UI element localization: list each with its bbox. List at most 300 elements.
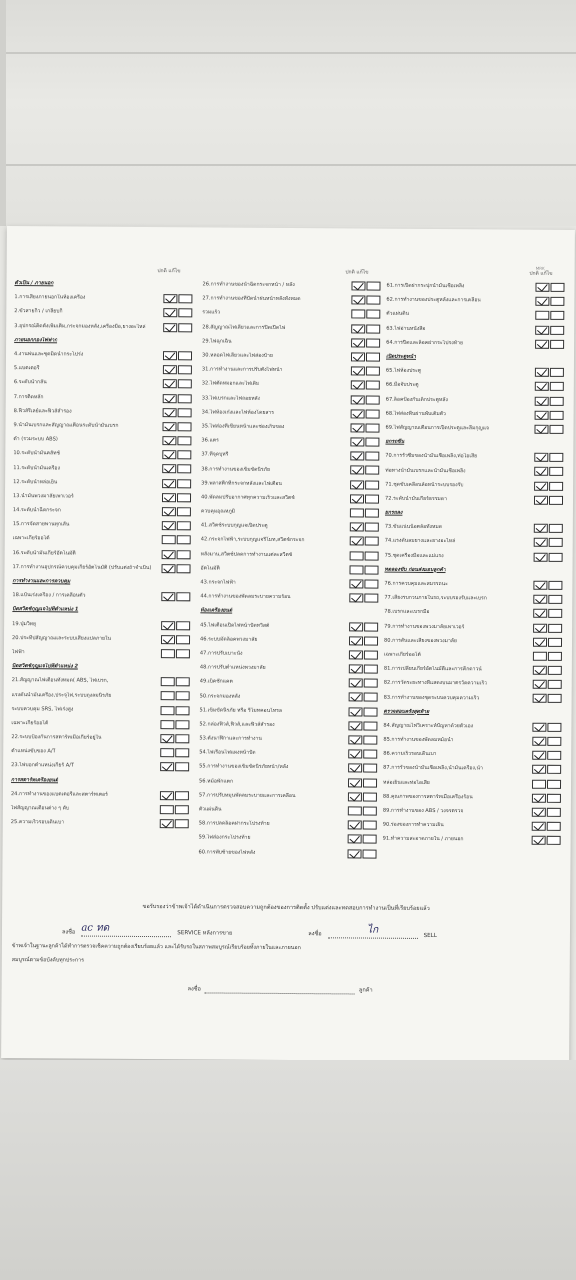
checklist-item <box>385 548 565 563</box>
normal-checkbox[interactable] <box>534 467 548 476</box>
fix-checkbox[interactable] <box>365 438 379 447</box>
fix-checkbox[interactable] <box>547 751 561 760</box>
fix-checkbox[interactable] <box>548 581 562 590</box>
sell-label: SELL <box>423 932 437 940</box>
checklist-column-1 <box>11 266 195 831</box>
normal-checkbox[interactable] <box>534 538 548 547</box>
normal-checkbox[interactable] <box>350 551 364 560</box>
checklist-item-label: 2.ขั้วสายกิ้ว / เกลี้ยบกิ <box>14 308 63 315</box>
normal-checkbox[interactable] <box>532 765 546 774</box>
fix-checkbox[interactable] <box>550 368 564 377</box>
checklist-item <box>200 590 380 605</box>
checklist-item-label: ตัวแผ่นดิน <box>198 806 222 813</box>
fix-checkbox[interactable] <box>363 750 377 759</box>
checklist-column-2 <box>198 267 382 860</box>
fix-checkbox[interactable] <box>177 507 191 516</box>
signature-line <box>328 922 418 939</box>
fix-checkbox[interactable] <box>548 595 562 604</box>
checklist-item-label: 12.ระดับน้ำหล่อเย็น <box>13 478 58 486</box>
checkbox-pair <box>350 480 379 489</box>
checkbox-pair <box>160 819 189 828</box>
fix-checkbox[interactable] <box>550 325 564 334</box>
fix-checkbox[interactable] <box>175 819 189 828</box>
normal-checkbox[interactable] <box>348 849 362 858</box>
fix-checkbox[interactable] <box>548 694 562 703</box>
normal-checkbox[interactable] <box>350 423 364 432</box>
fix-checkbox[interactable] <box>366 282 380 291</box>
fix-checkbox[interactable] <box>364 594 378 603</box>
fix-checkbox[interactable] <box>175 720 189 729</box>
fix-checkbox[interactable] <box>366 324 380 333</box>
normal-checkbox[interactable] <box>534 552 548 561</box>
normal-checkbox[interactable] <box>532 822 546 831</box>
normal-checkbox[interactable] <box>533 694 547 703</box>
checkbox-pair <box>160 762 189 771</box>
fix-checkbox[interactable] <box>364 665 378 674</box>
normal-checkbox[interactable] <box>350 523 364 532</box>
checklist-item-label: การทำงานและการควบคุม <box>12 578 71 585</box>
fix-checkbox[interactable] <box>549 425 563 434</box>
checklist-item-label: 8.ฟิวส์รีเลย์และฟิวส์สำรอง <box>13 407 72 415</box>
normal-checkbox[interactable] <box>535 396 549 405</box>
normal-checkbox[interactable] <box>161 692 175 701</box>
tile-line <box>0 52 576 54</box>
checklist-item-label: 71.ชุดขับเคลื่อนล้อหน้าระบบรองรับ <box>385 481 464 488</box>
checklist-item <box>386 406 566 421</box>
fix-checkbox[interactable] <box>547 822 561 831</box>
fix-checkbox[interactable] <box>364 679 378 688</box>
normal-checkbox[interactable] <box>533 581 547 590</box>
signature-line <box>81 921 171 938</box>
checklist-item-label: 9.น้ำมันเบรกและสัญญาณเตือนระดับน้ำมันเบรก <box>13 422 119 429</box>
checklist-item-label: 56.หม้อพักแตก <box>199 778 234 785</box>
normal-checkbox[interactable] <box>160 720 174 729</box>
normal-checkbox[interactable] <box>162 550 176 559</box>
checklist-item-label: 87.การรั่วของน้ำมันเชื้อเพลิง,น้ำมันเครื่อง,น้ำ <box>383 765 483 772</box>
checklist-item <box>14 390 194 405</box>
normal-checkbox[interactable] <box>351 296 365 305</box>
confirmation-text: ขอรับรองว่าข้าพเจ้าได้ดำเนินการตรวจสอบความถูกต้องของการติดตั้ง ปรับแต่งและทดสอบการทำงานเป็นที่เรียบร้อยแล้ว <box>142 903 430 912</box>
fix-checkbox[interactable] <box>366 338 380 347</box>
fix-checkbox[interactable] <box>177 550 191 559</box>
checkbox-pair <box>534 481 563 490</box>
normal-checkbox[interactable] <box>161 706 175 715</box>
fix-checkbox[interactable] <box>547 779 561 788</box>
normal-checkbox[interactable] <box>160 791 174 800</box>
fix-checkbox[interactable] <box>548 652 562 661</box>
fix-checkbox[interactable] <box>550 411 564 420</box>
normal-checkbox[interactable] <box>533 609 547 618</box>
normal-checkbox[interactable] <box>351 352 365 361</box>
normal-checkbox[interactable] <box>161 564 175 573</box>
normal-checkbox[interactable] <box>532 737 546 746</box>
normal-checkbox[interactable] <box>163 294 177 303</box>
fix-checkbox[interactable] <box>366 296 380 305</box>
checklist-item-label: 5.แบตเตอรี่ <box>13 365 40 372</box>
checkbox-pair <box>162 550 191 559</box>
fix-checkbox[interactable] <box>549 538 563 547</box>
normal-checkbox[interactable] <box>350 537 364 546</box>
normal-checkbox[interactable] <box>162 465 176 474</box>
fix-checkbox[interactable] <box>364 579 378 588</box>
fix-checkbox[interactable] <box>176 621 190 630</box>
normal-checkbox[interactable] <box>534 496 548 505</box>
normal-checkbox[interactable] <box>533 680 547 689</box>
checklist-item-label: 70.การรั่วซึมของน้ำมันเชื้อเพลิง,ท่อไอเสีย <box>385 453 478 460</box>
normal-checkbox[interactable] <box>348 721 362 730</box>
normal-checkbox[interactable] <box>161 592 175 601</box>
fix-checkbox[interactable] <box>363 792 377 801</box>
normal-checkbox[interactable] <box>351 338 365 347</box>
checklist-item-label: 67.ล็อคป้องกันเด็กประตูหลัง <box>385 396 448 403</box>
normal-checkbox[interactable] <box>162 493 176 502</box>
normal-checkbox[interactable] <box>348 707 362 716</box>
checkbox-pair <box>351 395 380 404</box>
column-rows <box>198 277 382 860</box>
fix-checkbox[interactable] <box>178 309 192 318</box>
checklist-item-label: 81.การเปลี่ยนเกียร์อัตโนมัติและการคิกดาวน์ <box>383 665 482 673</box>
fix-checkbox[interactable] <box>365 423 379 432</box>
fix-checkbox[interactable] <box>176 564 190 573</box>
normal-checkbox[interactable] <box>163 394 177 403</box>
fix-checkbox[interactable] <box>365 494 379 503</box>
checklist-item-label: 73.ขันแน่นน็อตล้อทั้งหมด <box>384 523 443 531</box>
fix-checkbox[interactable] <box>364 650 378 659</box>
fix-checkbox[interactable] <box>547 737 561 746</box>
normal-checkbox[interactable] <box>349 594 363 603</box>
normal-checkbox[interactable] <box>162 521 176 530</box>
normal-checkbox[interactable] <box>162 450 176 459</box>
normal-checkbox[interactable] <box>348 821 362 830</box>
normal-checkbox[interactable] <box>349 579 363 588</box>
normal-checkbox[interactable] <box>161 635 175 644</box>
fix-checkbox[interactable] <box>549 524 563 533</box>
checklist-item-label: 18.แป้นเร่งเครื่อง / การเคลื่อนตัว <box>12 592 86 599</box>
fix-checkbox[interactable] <box>178 365 192 374</box>
fix-checkbox[interactable] <box>547 794 561 803</box>
normal-checkbox[interactable] <box>532 723 546 732</box>
fix-checkbox[interactable] <box>176 649 190 658</box>
fix-checkbox[interactable] <box>547 808 561 817</box>
checkbox-pair <box>348 849 377 858</box>
checklist-item-label: 41.สวิตช์ระบบกุญแจเปิดประตู <box>200 522 268 530</box>
normal-checkbox[interactable] <box>349 679 363 688</box>
fix-checkbox[interactable] <box>366 381 380 390</box>
fix-checkbox[interactable] <box>177 493 191 502</box>
fix-checkbox[interactable] <box>363 778 377 787</box>
normal-checkbox[interactable] <box>532 751 546 760</box>
fix-checkbox[interactable] <box>177 422 191 431</box>
normal-checkbox[interactable] <box>535 410 549 419</box>
checkbox-pair <box>351 367 380 376</box>
normal-checkbox[interactable] <box>162 436 176 445</box>
fix-checkbox[interactable] <box>176 677 190 686</box>
fix-checkbox[interactable] <box>365 509 379 518</box>
normal-checkbox[interactable] <box>161 677 175 686</box>
normal-checkbox[interactable] <box>349 565 363 574</box>
normal-checkbox[interactable] <box>348 792 362 801</box>
normal-checkbox[interactable] <box>349 636 363 645</box>
normal-checkbox[interactable] <box>160 748 174 757</box>
fix-checkbox[interactable] <box>366 310 380 319</box>
inspection-checklist-sheet <box>1 226 575 1062</box>
checklist-item-label: 84.สัญญาณไฟวิเคราะห์ปัญหาด้วยตัวเอง <box>383 722 474 730</box>
normal-checkbox[interactable] <box>350 452 364 461</box>
normal-checkbox[interactable] <box>162 422 176 431</box>
normal-checkbox[interactable] <box>163 365 177 374</box>
checkbox-pair <box>163 308 192 317</box>
fix-checkbox[interactable] <box>178 351 192 360</box>
fix-checkbox[interactable] <box>363 806 377 815</box>
normal-checkbox[interactable] <box>350 480 364 489</box>
fix-checkbox[interactable] <box>548 623 562 632</box>
normal-checkbox[interactable] <box>350 437 364 446</box>
normal-checkbox[interactable] <box>351 281 365 290</box>
fix-checkbox[interactable] <box>178 380 192 389</box>
fix-checkbox[interactable] <box>176 706 190 715</box>
checkbox-pair <box>349 693 378 702</box>
checklist-item <box>200 561 380 576</box>
normal-checkbox[interactable] <box>533 666 547 675</box>
normal-checkbox[interactable] <box>350 508 364 517</box>
fix-checkbox[interactable] <box>363 835 377 844</box>
fix-checkbox[interactable] <box>175 791 189 800</box>
fix-checkbox[interactable] <box>176 635 190 644</box>
normal-checkbox[interactable] <box>161 621 175 630</box>
fix-checkbox[interactable] <box>363 821 377 830</box>
checklist-item-label: 6.ระดับน้ำกลั่น <box>13 379 47 386</box>
fix-checkbox[interactable] <box>364 565 378 574</box>
fix-checkbox[interactable] <box>548 609 562 618</box>
fix-checkbox[interactable] <box>549 552 563 561</box>
checklist-item-label: 58.การปลดล็อคฝากระโปรงท้าย <box>198 820 270 828</box>
normal-checkbox[interactable] <box>535 368 549 377</box>
fix-checkbox[interactable] <box>177 450 191 459</box>
normal-checkbox[interactable] <box>348 835 362 844</box>
checkbox-pair <box>535 410 564 419</box>
normal-checkbox[interactable] <box>534 524 548 533</box>
fix-checkbox[interactable] <box>550 382 564 391</box>
checklist-item <box>13 432 193 447</box>
normal-checkbox[interactable] <box>348 750 362 759</box>
normal-checkbox[interactable] <box>351 310 365 319</box>
normal-checkbox[interactable] <box>163 308 177 317</box>
normal-checkbox[interactable] <box>349 622 363 631</box>
normal-checkbox[interactable] <box>161 649 175 658</box>
normal-checkbox[interactable] <box>351 381 365 390</box>
checkbox-pair <box>535 382 564 391</box>
fix-checkbox[interactable] <box>366 409 380 418</box>
checklist-item-label: 53.ตั้งนาฬิกาและการทำงาน <box>199 735 262 742</box>
checklist-item-label: 4.งานพ่นและชุดมิดน้ำกระโปร่ง <box>13 351 84 358</box>
fix-checkbox[interactable] <box>175 805 189 814</box>
normal-checkbox[interactable] <box>349 650 363 659</box>
checklist-item <box>200 660 380 675</box>
fix-checkbox[interactable] <box>547 836 561 845</box>
normal-checkbox[interactable] <box>532 808 546 817</box>
normal-checkbox[interactable] <box>351 409 365 418</box>
checklist-item <box>13 461 193 476</box>
fix-checkbox[interactable] <box>366 395 380 404</box>
fix-checkbox[interactable] <box>547 765 561 774</box>
normal-checkbox[interactable] <box>532 836 546 845</box>
fix-checkbox[interactable] <box>549 453 563 462</box>
fix-checkbox[interactable] <box>175 763 189 772</box>
normal-checkbox[interactable] <box>534 425 548 434</box>
normal-checkbox[interactable] <box>533 637 547 646</box>
checklist-item-label: 36.แตร <box>201 437 219 444</box>
normal-checkbox[interactable] <box>349 664 363 673</box>
checklist-item-label: 59.ไฟส่องกระโปรงท้าย <box>198 834 251 842</box>
normal-checkbox[interactable] <box>163 351 177 360</box>
fix-checkbox[interactable] <box>176 692 190 701</box>
normal-checkbox[interactable] <box>349 693 363 702</box>
service-signature: ac ทด <box>81 922 110 934</box>
checklist-item <box>202 405 382 420</box>
normal-checkbox[interactable] <box>163 379 177 388</box>
normal-checkbox[interactable] <box>160 805 174 814</box>
normal-checkbox[interactable] <box>534 453 548 462</box>
fix-checkbox[interactable] <box>550 396 564 405</box>
fix-checkbox[interactable] <box>366 367 380 376</box>
checklist-item <box>199 774 379 789</box>
fix-checkbox[interactable] <box>549 481 563 490</box>
normal-checkbox[interactable] <box>535 382 549 391</box>
checklist-item <box>13 418 193 433</box>
checklist-item <box>201 462 381 477</box>
normal-checkbox[interactable] <box>351 395 365 404</box>
checklist-item <box>385 463 565 478</box>
fix-checkbox[interactable] <box>178 323 192 332</box>
normal-checkbox[interactable] <box>163 408 177 417</box>
normal-checkbox[interactable] <box>162 535 176 544</box>
normal-checkbox[interactable] <box>160 762 174 771</box>
fix-checkbox[interactable] <box>365 466 379 475</box>
checklist-item-label: ท่อทางน้ำมันเบรกและน้ำมันเชื้อเพลิง <box>385 467 466 474</box>
fix-checkbox[interactable] <box>177 536 191 545</box>
normal-checkbox[interactable] <box>535 325 549 334</box>
normal-checkbox[interactable] <box>162 479 176 488</box>
fix-checkbox[interactable] <box>548 680 562 689</box>
fix-checkbox[interactable] <box>548 666 562 675</box>
checklist-item-label: 72.ระดับน้ำมันเกียร์ธรรมดา <box>384 495 447 503</box>
checkbox-pair <box>348 792 377 801</box>
fix-checkbox[interactable] <box>177 479 191 488</box>
normal-checkbox[interactable] <box>533 623 547 632</box>
checkbox-pair <box>163 379 192 388</box>
fix-checkbox[interactable] <box>365 480 379 489</box>
normal-checkbox[interactable] <box>348 735 362 744</box>
fix-checkbox[interactable] <box>177 436 191 445</box>
normal-checkbox[interactable] <box>162 507 176 516</box>
checkbox-pair <box>348 750 377 759</box>
normal-checkbox[interactable] <box>532 779 546 788</box>
normal-checkbox[interactable] <box>535 339 549 348</box>
checklist-item <box>14 404 194 419</box>
fix-checkbox[interactable] <box>549 467 563 476</box>
checklist-item <box>12 688 192 703</box>
normal-checkbox[interactable] <box>535 283 549 292</box>
fix-checkbox[interactable] <box>178 408 192 417</box>
normal-checkbox[interactable] <box>350 466 364 475</box>
fix-checkbox[interactable] <box>363 707 377 716</box>
normal-checkbox[interactable] <box>348 764 362 773</box>
checklist-item <box>13 489 193 504</box>
fix-checkbox[interactable] <box>549 496 563 505</box>
fix-checkbox[interactable] <box>547 723 561 732</box>
normal-checkbox[interactable] <box>348 778 362 787</box>
section-heading <box>385 506 565 521</box>
fix-checkbox[interactable] <box>178 294 192 303</box>
checklist-item-label: 24.การทำงานของแบตเตอรี่และสตาร์ทเตอร์ <box>10 790 108 798</box>
checklist-item <box>199 802 379 817</box>
fix-checkbox[interactable] <box>175 734 189 743</box>
checklist-item <box>384 619 564 634</box>
normal-checkbox[interactable] <box>160 734 174 743</box>
fix-checkbox[interactable] <box>365 523 379 532</box>
checklist-item <box>12 617 192 632</box>
fix-checkbox[interactable] <box>363 721 377 730</box>
normal-checkbox[interactable] <box>532 793 546 802</box>
normal-checkbox[interactable] <box>533 652 547 661</box>
fix-checkbox[interactable] <box>176 592 190 601</box>
checkbox-pair <box>161 592 190 601</box>
checklist-item-label: 48.การปรับตำแหน่งพวงมาลัย <box>199 664 266 672</box>
fix-checkbox[interactable] <box>364 693 378 702</box>
fix-checkbox[interactable] <box>550 311 564 320</box>
normal-checkbox[interactable] <box>351 367 365 376</box>
fix-checkbox[interactable] <box>365 537 379 546</box>
checklist-item-label: 44.การทำงานของพัดลมระบายความร้อน <box>200 593 291 601</box>
checklist-item-label: 51.เข็มขัดนิรภัย หรือ รีโมทคอนโทรล <box>199 707 283 714</box>
checklist-item <box>384 662 564 677</box>
fix-checkbox[interactable] <box>178 394 192 403</box>
normal-checkbox[interactable] <box>350 494 364 503</box>
checklist-item <box>386 392 566 407</box>
normal-checkbox[interactable] <box>535 297 549 306</box>
normal-checkbox[interactable] <box>534 481 548 490</box>
fix-checkbox[interactable] <box>177 465 191 474</box>
fix-checkbox[interactable] <box>363 764 377 773</box>
normal-checkbox[interactable] <box>163 323 177 332</box>
fix-checkbox[interactable] <box>364 622 378 631</box>
checkbox-pair <box>348 806 377 815</box>
fix-checkbox[interactable] <box>550 340 564 349</box>
fix-checkbox[interactable] <box>550 283 564 292</box>
normal-checkbox[interactable] <box>348 806 362 815</box>
section-heading <box>11 773 191 788</box>
fix-checkbox[interactable] <box>363 849 377 858</box>
fix-checkbox[interactable] <box>363 736 377 745</box>
checkbox-pair <box>162 479 191 488</box>
normal-checkbox[interactable] <box>160 819 174 828</box>
checklist-item-label: 86.ความเร็วรอบเดินเบา <box>383 750 437 758</box>
fix-checkbox[interactable] <box>366 352 380 361</box>
fix-checkbox[interactable] <box>548 638 562 647</box>
fix-checkbox[interactable] <box>175 748 189 757</box>
normal-checkbox[interactable] <box>535 311 549 320</box>
checklist-item-label: 34.ไฟห้องเก๋งและไฟห้องโดยสาร <box>201 409 275 416</box>
fix-checkbox[interactable] <box>177 521 191 530</box>
normal-checkbox[interactable] <box>533 595 547 604</box>
fix-checkbox[interactable] <box>550 297 564 306</box>
checklist-item <box>386 378 566 393</box>
fix-checkbox[interactable] <box>365 452 379 461</box>
fix-checkbox[interactable] <box>364 636 378 645</box>
fix-checkbox[interactable] <box>365 551 379 560</box>
checklist-item <box>201 433 381 448</box>
normal-checkbox[interactable] <box>351 324 365 333</box>
